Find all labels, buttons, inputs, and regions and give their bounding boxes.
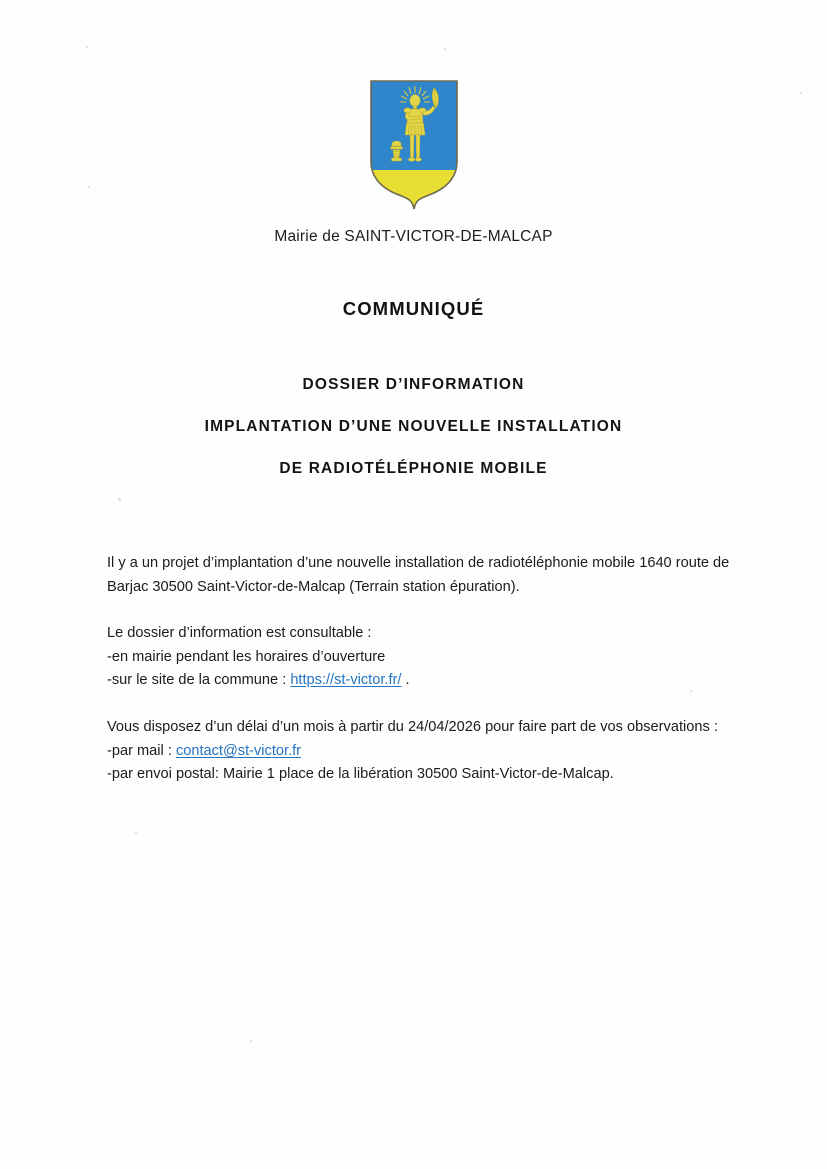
shield-base-or	[368, 170, 460, 212]
mairie-label: Mairie de SAINT-VICTOR-DE-MALCAP	[274, 228, 553, 245]
scan-speckle	[118, 498, 121, 501]
observations-postal: -par envoi postal: Mairie 1 place de la libération 30500 Saint-Victor-de-Malcap.	[107, 766, 614, 783]
coat-of-arms-container	[0, 78, 827, 212]
scan-speckle	[250, 1040, 252, 1042]
subtitle-line-3: DE RADIOTÉLÉPHONIE MOBILE	[279, 459, 548, 477]
project-line-1: Il y a un projet d’implantation d’une nouvelle installation de radiotéléphonie mobile 1640 route de	[107, 555, 730, 571]
consultation-website-prefix: -sur le site de la commune :	[107, 672, 291, 689]
observations-mail-prefix: -par mail :	[107, 742, 176, 759]
website-link[interactable]: https://st-victor.fr/	[290, 672, 402, 689]
project-line-2: Barjac 30500 Saint-Victor-de-Malcap (Terrain station épuration).	[107, 578, 520, 595]
coat-of-arms-icon	[368, 78, 460, 212]
subtitle-line-1: DOSSIER D’INFORMATION	[302, 376, 525, 393]
document-body	[107, 552, 767, 787]
consultation-intro: Le dossier d’information est consultable :	[107, 625, 372, 642]
scan-speckle	[135, 832, 137, 834]
consultation-website	[107, 669, 767, 693]
consultation-website-suffix: .	[401, 672, 410, 689]
scan-speckle	[86, 46, 88, 48]
paragraph-consultation	[107, 622, 767, 693]
email-link[interactable]: contact@st-victor.fr	[175, 742, 302, 759]
paragraph-observations	[107, 716, 767, 787]
subtitle-line-2: IMPLANTATION D’UNE NOUVELLE INSTALLATION	[204, 417, 623, 435]
paragraph-project	[107, 552, 767, 599]
observations-mail	[107, 740, 767, 764]
consultation-mairie: -en mairie pendant les horaires d’ouverture	[107, 648, 386, 665]
page-title: COMMUNIQUÉ	[342, 298, 485, 319]
subtitle-block	[0, 376, 827, 477]
scan-speckle	[444, 48, 446, 50]
observations-deadline: Vous disposez d’un délai d’un mois à partir du 24/04/2026 pour faire part de vos observations :	[107, 718, 718, 735]
